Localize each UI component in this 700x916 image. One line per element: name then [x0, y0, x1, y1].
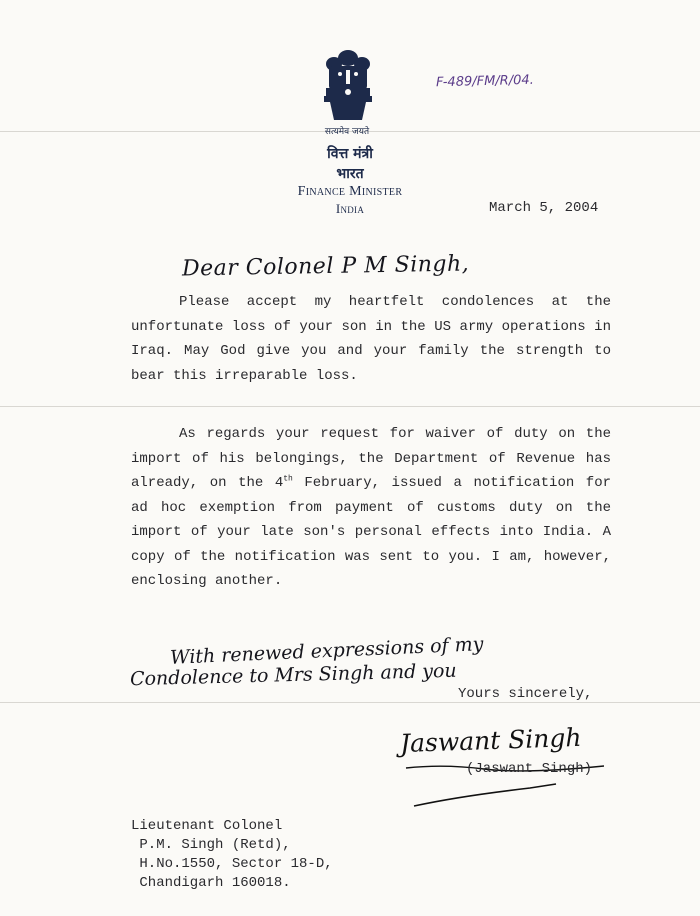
address-line: H.No.1550, Sector 18-D, [131, 856, 333, 872]
emblem-motto: सत्यमेव जयते [324, 127, 370, 137]
national-emblem-icon [312, 48, 384, 136]
ordinal-suffix: th [283, 474, 293, 484]
address-line: Chandigarh 160018. [131, 875, 291, 891]
signatory-name: (Jaswant Singh) [466, 761, 593, 777]
paragraph-text: Please accept my heartfelt condolences at the unfortunate loss of your son in the US army operations in Iraq. May God give you and your family the strength to bear this irreparable loss. [131, 294, 611, 384]
address-line: P.M. Singh (Retd), [131, 837, 291, 853]
signature: Jaswant Singh [399, 722, 582, 759]
salutation: Dear Colonel P M Singh, [181, 251, 470, 282]
handwritten-note-line: With renewed expressions of my [169, 633, 484, 669]
hindi-country: भारत [336, 166, 364, 182]
paragraph-duty-waiver [131, 422, 611, 594]
recipient-address [131, 817, 333, 893]
paper-fold-line [0, 406, 700, 407]
address-line: Lieutenant Colonel [131, 818, 283, 834]
office-title: Finance Minister [297, 184, 403, 199]
signature-flourish [410, 782, 560, 812]
paragraph-condolence [131, 290, 611, 388]
paper-fold-line [0, 702, 700, 703]
paragraph-text: February, issued a notification for ad hoc exemption from payment of customs duty on the import of your late son's personal effects into India. A copy of the notification was sent to you. I am, however, enclosing another. [131, 475, 612, 589]
handwritten-note-line: Condolence to Mrs Singh and you [129, 659, 457, 691]
office-country: India [335, 201, 365, 216]
closing: Yours sincerely, [458, 686, 593, 702]
paragraph-text: As regards your request for waiver of duty on the import of his belongings, the Department of Revenue has already, on the 4 [131, 426, 611, 491]
letter-date: March 5, 2004 [489, 200, 599, 216]
reference-number: F-489/FM/R/04. [435, 72, 534, 91]
hindi-title: वित्त मंत्री [327, 146, 373, 162]
